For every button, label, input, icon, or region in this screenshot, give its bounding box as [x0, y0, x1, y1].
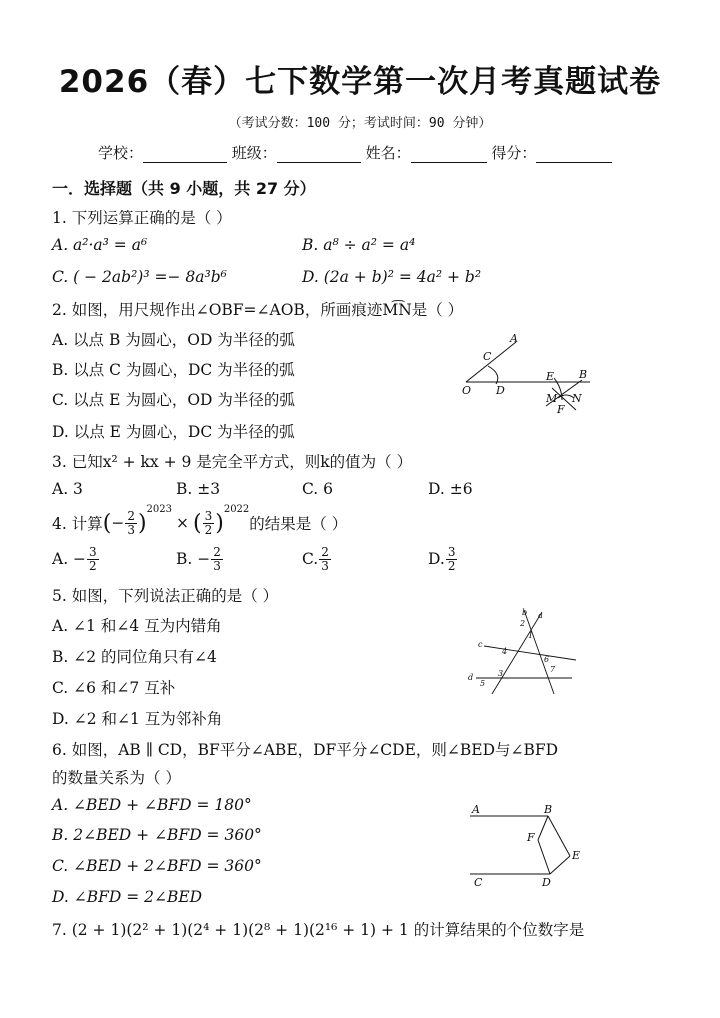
q2-figure — [458, 330, 598, 420]
q4-prefix: 4. 计算 — [52, 515, 103, 533]
q4-fraction-1-den: 3 — [127, 522, 135, 537]
name-label: 姓名： — [365, 144, 411, 162]
q4-paren-open: ( — [102, 510, 112, 536]
q4-minus: − — [111, 514, 125, 532]
q6-figure — [466, 800, 590, 890]
q3-option-a[interactable]: A. 3 — [52, 480, 83, 498]
q4-option-a[interactable] — [52, 542, 100, 576]
q4-stem — [52, 504, 347, 542]
exam-subtitle: （考试分数：100 分；考试时间：90 分钟） — [228, 116, 492, 131]
q5-stem: 5. 如图，下列说法正确的是（ ） — [52, 587, 279, 605]
q4-option-a-num: 3 — [89, 544, 97, 559]
q4-option-a-label: A. − — [52, 550, 87, 568]
q4-option-c-den: 3 — [321, 558, 329, 573]
q3-stem: 3. 已知x² + kx + 9 是完全平方式，则k的值为（ ） — [52, 453, 413, 471]
q5-label-7: 7 — [550, 665, 556, 674]
page-title: 2026（春）七下数学第一次月考真题试卷 — [58, 64, 662, 100]
school-blank[interactable] — [143, 148, 227, 163]
q2-stem: 2. 如图，用尺规作出∠OBF=∠AOB，所画痕迹M͡N是（ ） — [52, 301, 464, 319]
q6-label-c: C — [474, 876, 483, 889]
q4-fraction-2-den: 2 — [204, 522, 213, 537]
q6-label-a: A — [472, 803, 480, 816]
q4-option-c[interactable] — [302, 542, 332, 576]
school-label: 学校： — [98, 144, 144, 162]
name-blank[interactable] — [411, 148, 487, 163]
q4-option-c-fraction — [319, 546, 331, 573]
q4-option-b-num: 2 — [213, 544, 221, 559]
q4-option-c-label: C. — [302, 550, 319, 568]
q5-label-d: d — [468, 673, 474, 682]
q5-label-6: 6 — [544, 655, 550, 664]
q6-label-d: D — [542, 876, 551, 889]
q4-option-d-den: 2 — [447, 558, 456, 573]
q6-option-c[interactable]: C. ∠BED + 2∠BFD = 360° — [52, 857, 262, 875]
q3-option-d[interactable]: D. ±6 — [428, 480, 473, 498]
q2-label-b: B — [579, 368, 588, 381]
q1-option-c[interactable]: C. ( − 2ab²)³ =− 8a³b⁶ — [52, 268, 227, 286]
q5-label-3: 3 — [498, 669, 504, 678]
student-info-row — [98, 142, 612, 163]
q5-option-d[interactable]: D. ∠2 和∠1 互为邻补角 — [52, 710, 223, 728]
q4-option-b[interactable] — [176, 542, 224, 576]
q4-suffix: 的结果是（ ） — [249, 515, 348, 533]
q6-option-a[interactable]: A. ∠BED + ∠BFD = 180° — [52, 796, 252, 814]
q2-option-a[interactable]: A. 以点 B 为圆心，OD 为半径的弧 — [52, 331, 295, 349]
q2-option-d[interactable]: D. 以点 E 为圆心，DC 为半径的弧 — [52, 423, 295, 441]
q4-option-a-fraction — [87, 546, 99, 573]
q6-stem-line1: 6. 如图，AB ∥ CD，BF平分∠ABE，DF平分∠CDE，则∠BED与∠BFD — [52, 741, 559, 759]
q2-label-f: F — [557, 403, 565, 416]
q5-label-5: 5 — [480, 679, 486, 688]
q4-fraction-2-num: 3 — [204, 508, 213, 523]
q4-paren-close: ) — [137, 510, 147, 536]
section-heading: 一．选择题（共 9 小题，共 27 分） — [52, 179, 316, 198]
q4-fraction-2 — [203, 510, 215, 537]
q2-label-c: C — [483, 350, 492, 363]
score-label: 得分： — [491, 144, 537, 162]
q5-label-4: 4 — [502, 647, 508, 656]
q6-option-b[interactable]: B. 2∠BED + ∠BFD = 360° — [52, 826, 262, 844]
class-blank[interactable] — [277, 148, 361, 163]
q5-option-c[interactable]: C. ∠6 和∠7 互补 — [52, 679, 176, 697]
q5-label-b: b — [522, 608, 528, 617]
q4-option-b-den: 3 — [213, 558, 221, 573]
q4-times: × — [176, 514, 189, 532]
q6-label-b: B — [544, 803, 553, 816]
q2-label-a: A — [510, 332, 518, 345]
q2-label-d: D — [496, 384, 505, 397]
q4-option-d-num: 3 — [447, 544, 456, 559]
q1-stem: 1. 下列运算正确的是（ ） — [52, 209, 232, 227]
q4-option-c-num: 2 — [321, 544, 329, 559]
q2-label-n: N — [572, 392, 582, 405]
class-label: 班级： — [231, 144, 277, 162]
q4-fraction-1 — [125, 510, 137, 537]
q4-option-b-fraction — [211, 546, 223, 573]
q7-stem: 7. (2 + 1)(2² + 1)(2⁴ + 1)(2⁸ + 1)(2¹⁶ + 1) + 1 的计算结果的个位数字是 — [52, 921, 585, 939]
q4-option-d[interactable] — [428, 542, 458, 576]
q4-option-d-fraction — [446, 546, 458, 573]
q5-option-b[interactable]: B. ∠2 的同位角只有∠4 — [52, 648, 217, 666]
q4-exponent-2: 2022 — [223, 504, 250, 515]
q4-option-b-label: B. − — [176, 550, 211, 568]
q6-label-e: E — [572, 849, 581, 862]
q2-label-e: E — [546, 370, 555, 383]
q2-option-c[interactable]: C. 以点 E 为圆心，OD 为半径的弧 — [52, 391, 295, 409]
q5-label-c: c — [478, 640, 483, 649]
q5-option-a[interactable]: A. ∠1 和∠4 互为内错角 — [52, 617, 222, 635]
score-blank[interactable] — [536, 148, 612, 163]
q4-paren-close-2: ) — [215, 510, 224, 536]
q1-option-d[interactable]: D. (2a + b)² = 4a² + b² — [302, 268, 482, 286]
q2-label-o: O — [462, 384, 472, 397]
q4-option-d-label: D. — [428, 550, 445, 568]
q5-figure — [464, 606, 584, 698]
q6-option-d[interactable]: D. ∠BFD = 2∠BED — [52, 888, 203, 906]
q4-exponent-1: 2023 — [146, 504, 172, 515]
q3-option-c[interactable]: C. 6 — [302, 480, 334, 498]
q2-label-m: M — [546, 392, 558, 405]
q5-label-2: 2 — [520, 619, 526, 628]
q6-label-f: F — [527, 831, 535, 844]
q4-fraction-1-num: 2 — [127, 508, 135, 523]
q5-label-a: a — [538, 611, 543, 620]
q4-option-a-den: 2 — [89, 558, 97, 573]
q5-label-1: 1 — [528, 631, 534, 640]
q3-option-b[interactable]: B. ±3 — [176, 480, 221, 498]
q4-paren-open-2: ( — [193, 510, 202, 536]
q1-option-b[interactable]: B. a⁸ ÷ a² = a⁴ — [302, 236, 416, 254]
q2-option-b[interactable]: B. 以点 C 为圆心，DC 为半径的弧 — [52, 361, 295, 379]
q6-stem-line2: 的数量关系为（ ） — [52, 769, 181, 787]
q1-option-a[interactable]: A. a²·a³ = a⁶ — [52, 236, 148, 254]
